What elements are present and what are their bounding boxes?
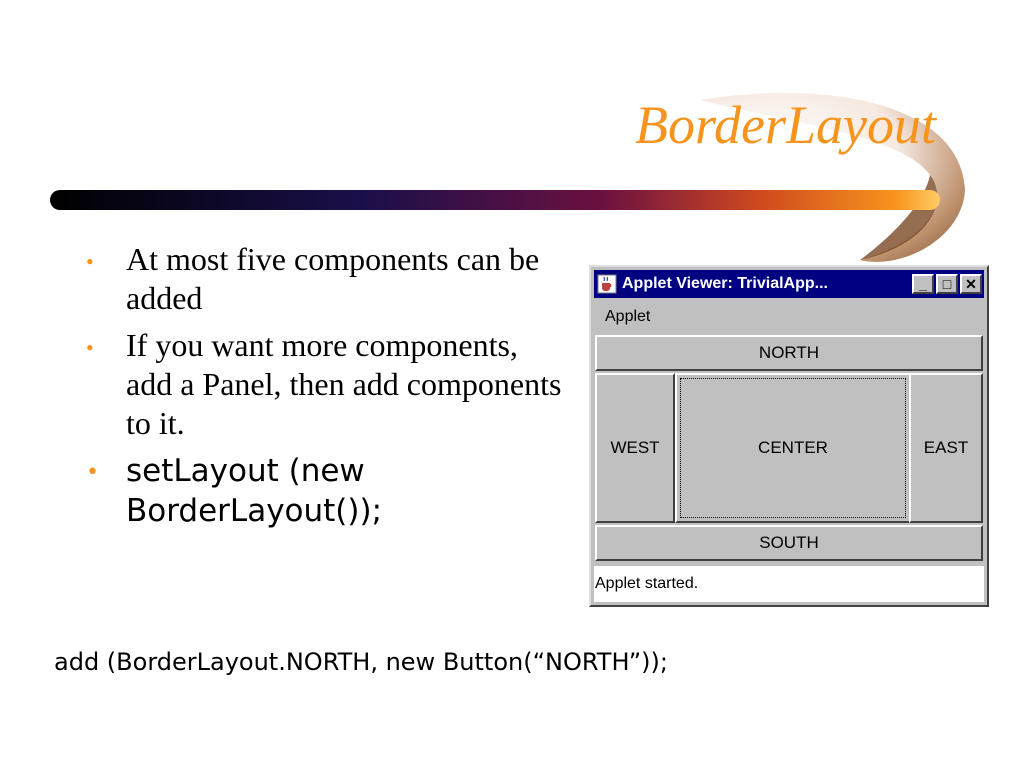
bullet-dot-icon: • xyxy=(86,460,99,486)
focus-ring xyxy=(680,378,906,518)
maximize-button[interactable]: □ xyxy=(936,274,958,294)
south-button-label: SOUTH xyxy=(759,533,819,552)
bullet-list xyxy=(84,240,564,540)
bullet-text: setLayout (new BorderLayout()); xyxy=(126,453,383,530)
bullet-item xyxy=(84,326,564,443)
bullet-dot-icon: • xyxy=(86,249,94,274)
bullet-text: At most five components can be added xyxy=(126,241,540,317)
center-button[interactable] xyxy=(675,373,911,523)
west-button[interactable] xyxy=(595,373,675,523)
south-button[interactable] xyxy=(595,525,983,561)
applet-viewer-window xyxy=(589,265,989,607)
west-button-label: WEST xyxy=(610,438,660,457)
status-bar xyxy=(594,566,984,602)
north-button[interactable] xyxy=(595,335,983,371)
close-button[interactable]: ✕ xyxy=(960,274,982,294)
menu-bar xyxy=(594,305,984,329)
bullet-dot-icon: • xyxy=(86,335,94,361)
east-button[interactable] xyxy=(909,373,983,523)
bullet-item-code xyxy=(84,451,564,532)
slide-title: BorderLayout xyxy=(635,95,936,155)
minimize-button[interactable]: _ xyxy=(912,274,934,294)
east-button-label: EAST xyxy=(923,438,969,457)
status-text: Applet started. xyxy=(595,575,699,592)
window-title: Applet Viewer: TrivialApp... xyxy=(622,275,828,292)
menu-item-applet[interactable]: Applet xyxy=(605,308,651,325)
bullet-text: If you want more components, add a Panel, then add components to it. xyxy=(126,327,562,442)
north-button-label: NORTH xyxy=(758,343,820,362)
center-button-label: CENTER xyxy=(758,438,828,457)
code-example: add (BorderLayout.NORTH, new Button(“NORTH”)); xyxy=(54,648,668,676)
